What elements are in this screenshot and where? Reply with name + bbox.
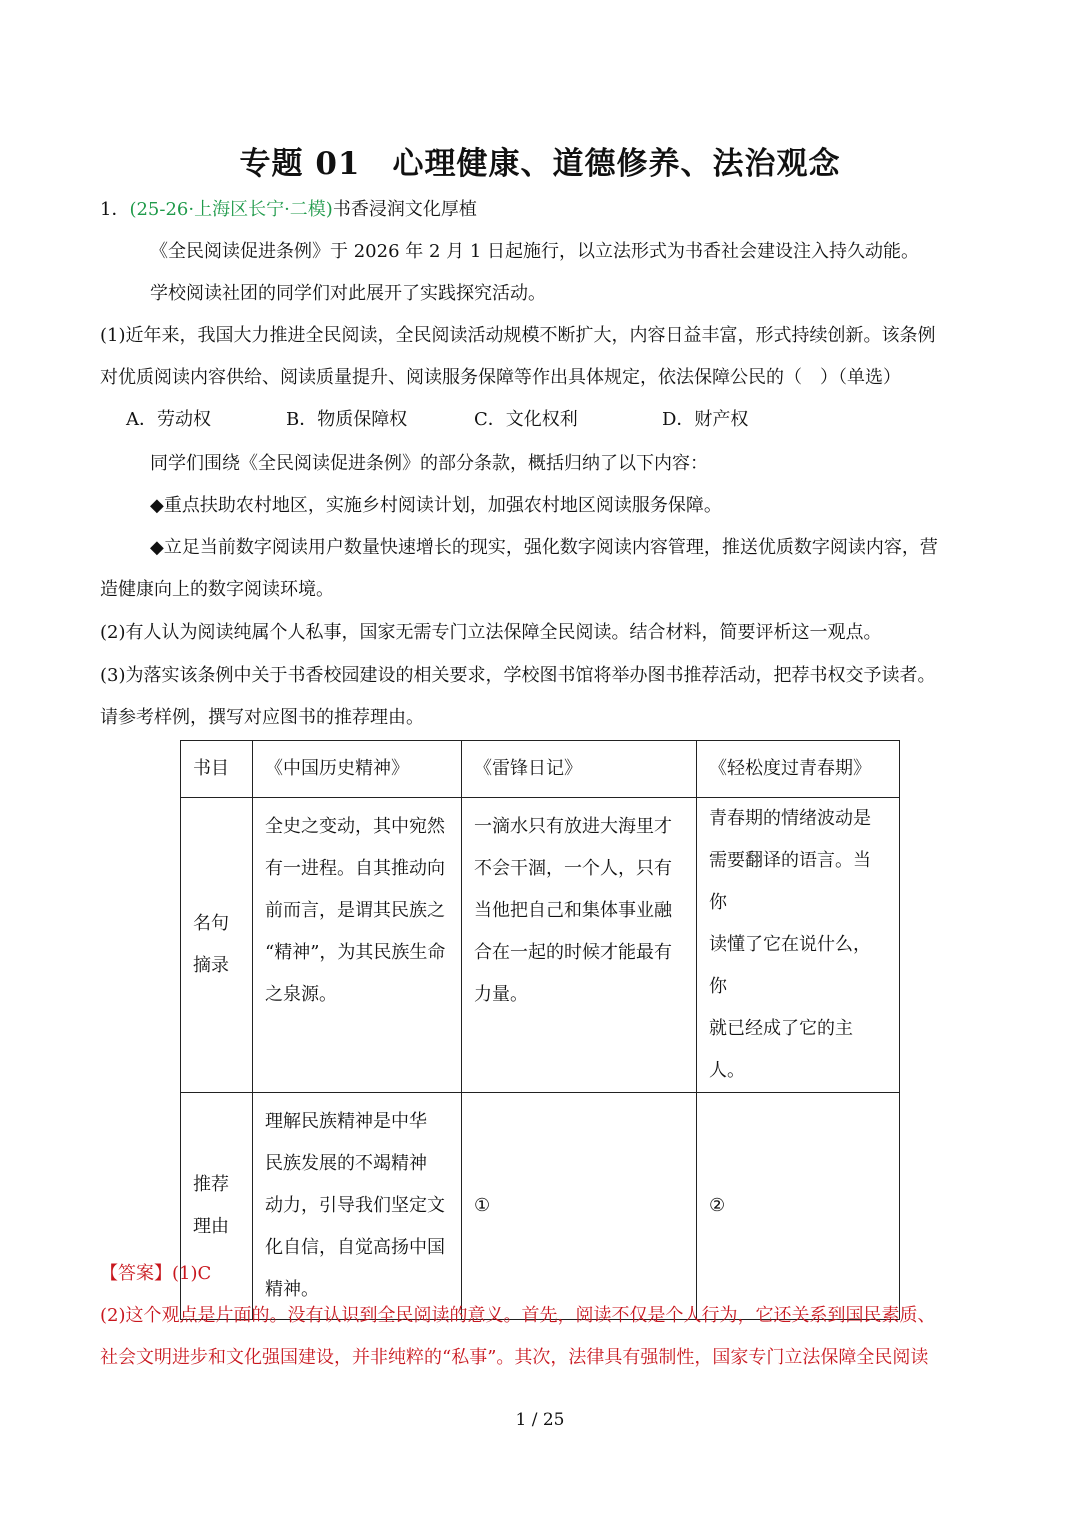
book-title-1: 《中国历史精神》 — [253, 741, 462, 798]
question-heading — [100, 198, 990, 222]
answer-1: (1)C — [172, 1263, 212, 1284]
answer-label: 【答案】 — [100, 1263, 172, 1284]
blank-marker-2: ② — [709, 1195, 726, 1216]
intro-paragraph-2: 学校阅读社团的同学们对此展开了实践探究活动。 — [150, 283, 546, 304]
question-number: 1． — [100, 199, 130, 220]
reason-label-line: 推荐 — [193, 1174, 229, 1195]
page-title: 专题 01 心理健康、道德修养、法治观念 — [239, 146, 841, 182]
quote-line: 合在一起的时候才能最有 — [474, 942, 672, 963]
quote-line: 青春期的情绪波动是 — [709, 808, 871, 829]
question-1-line-1: (1)近年来，我国大力推进全民阅读，全民阅读活动规模不断扩大，内容日益丰富，形式持续创新。该条例 — [100, 325, 936, 346]
quote-line: 读懂了它在说什么，你 — [709, 934, 871, 997]
book-title-2: 《雷锋日记》 — [462, 741, 697, 798]
header-label: 书目 — [181, 741, 253, 798]
quote-cell-3 — [697, 798, 900, 1093]
reason-label-line: 理由 — [193, 1216, 229, 1237]
intro-paragraph: 《全民阅读促进条例》于 2026 年 2 月 1 日起施行，以立法形式为书香社会建设注入持久动能。 — [150, 241, 920, 262]
material-bullet-2-line-1: ◆立足当前数字阅读用户数量快速增长的现实，强化数字阅读内容管理，推送优质数字阅读内容，营 — [150, 537, 938, 558]
quote-line: 之泉源。 — [265, 984, 337, 1005]
question-1-line-2: 对优质阅读内容供给、阅读质量提升、阅读服务保障等作出具体规定，依法保障公民的（ ）（单选） — [100, 367, 901, 388]
quote-line: 不会干涸，一个人，只有 — [474, 858, 672, 879]
quote-line: 一滴水只有放进大海里才 — [474, 816, 672, 837]
blank-marker-1: ① — [474, 1195, 491, 1216]
table-header-row — [181, 741, 900, 798]
option-d: D．财产权 — [662, 409, 749, 430]
quote-cell-1 — [253, 798, 462, 1093]
reason-line: 理解民族精神是中华 — [265, 1111, 427, 1132]
material-bullet-2-line-2: 造健康向上的数字阅读环境。 — [100, 579, 334, 600]
material-intro: 同学们围绕《全民阅读促进条例》的部分条款，概括归纳了以下内容： — [150, 453, 708, 474]
question-3-line-2: 请参考样例，撰写对应图书的推荐理由。 — [100, 707, 424, 728]
reason-line: 民族发展的不竭精神 — [265, 1153, 427, 1174]
answer-line-1 — [100, 1262, 990, 1286]
reason-line: 动力，引导我们坚定文 — [265, 1195, 445, 1216]
quote-cell-2 — [462, 798, 697, 1093]
book-title-3: 《轻松度过青春期》 — [697, 741, 900, 798]
option-c: C．文化权利 — [474, 409, 578, 430]
quote-label-line: 名句 — [193, 913, 229, 934]
quote-line: 力量。 — [474, 984, 528, 1005]
question-source: (25-26·上海区长宁·二模) — [129, 199, 333, 220]
quote-line: 需要翻译的语言。当你 — [709, 850, 871, 913]
quote-label — [181, 798, 253, 1093]
quote-line: “精神”，为其民族生命 — [265, 942, 446, 963]
page-number: 1 / 25 — [515, 1410, 565, 1430]
option-a: A．劳动权 — [126, 409, 211, 430]
reason-line: 精神。 — [265, 1279, 319, 1300]
answer-2-line-2: 社会文明进步和文化强国建设，并非纯粹的“私事”。其次，法律具有强制性，国家专门立法保障全民阅读 — [100, 1347, 929, 1368]
quote-label-line: 摘录 — [193, 955, 229, 976]
question-topic: 书香浸润文化厚植 — [332, 199, 477, 220]
reason-line: 化自信，自觉高扬中国 — [265, 1237, 445, 1258]
quote-line: 有一进程。自其推动向 — [265, 858, 445, 879]
question-2: (2)有人认为阅读纯属个人私事，国家无需专门立法保障全民阅读。结合材料，简要评析这一观点。 — [100, 622, 882, 643]
material-bullet-1: ◆重点扶助农村地区，实施乡村阅读计划，加强农村地区阅读服务保障。 — [150, 495, 722, 516]
quote-row — [181, 798, 900, 1093]
recommendation-table — [180, 740, 900, 1320]
answer-2-line-1: (2)这个观点是片面的。没有认识到全民阅读的意义。首先，阅读不仅是个人行为，它还关系到国民素质、 — [100, 1305, 936, 1326]
question-3-line-1: (3)为落实该条例中关于书香校园建设的相关要求，学校图书馆将举办图书推荐活动，把荐书权交予读者。 — [100, 665, 936, 686]
quote-line: 前而言，是谓其民族之 — [265, 900, 445, 921]
quote-line: 当他把自己和集体事业融 — [474, 900, 672, 921]
quote-line: 就已经成了它的主人。 — [709, 1018, 853, 1081]
quote-line: 全史之变动，其中宛然 — [265, 816, 445, 837]
option-b: B．物质保障权 — [286, 409, 408, 430]
